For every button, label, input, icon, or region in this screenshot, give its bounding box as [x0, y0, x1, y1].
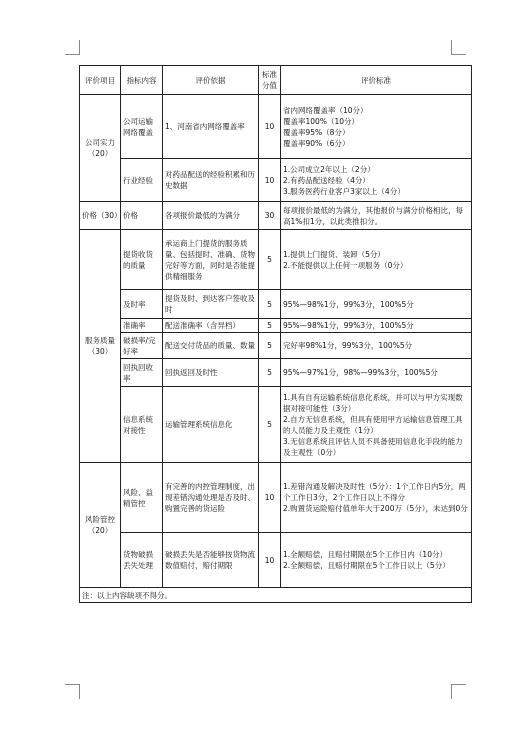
header-indicator: 指标内容	[121, 66, 163, 95]
standard-line: 1.具有自有运输系统信息化系统，并可以与甲方实现数据对接可能性（3分）	[283, 392, 463, 413]
table-footer-row	[80, 588, 472, 603]
standard-line: 2.有药品配送经验（4分）	[283, 175, 370, 185]
score-cell: 5	[259, 290, 281, 319]
basis-cell: 回执返回及时性	[163, 359, 259, 387]
score-cell: 5	[259, 319, 281, 333]
standard-line: 2.自方无信息系统，但具有使用甲方运输信息管理工具的人员能力及主观性（1分）	[283, 414, 463, 435]
standard-cell: 95%—98%1分，99%3分，100%5分	[281, 319, 472, 333]
basis-cell: 运输管理系统信息化	[163, 387, 259, 463]
table-row	[80, 95, 472, 159]
standard-cell	[281, 159, 472, 202]
standard-cell	[281, 95, 472, 159]
group-service: 服务质量（30）	[80, 230, 121, 463]
basis-cell: 各项报价最低的为满分	[163, 202, 259, 230]
standard-line: 1.提供上门提货、装卸（5分）	[283, 249, 385, 259]
standard-line: 3.无信息系统且评估人员不具备使用信息化手段的能力及主观性（0分）	[283, 436, 463, 457]
score-cell: 5	[259, 333, 281, 359]
standard-cell	[281, 387, 472, 463]
standard-cell	[281, 463, 472, 533]
group-risk: 风险管控（20）	[80, 463, 121, 588]
crop-mark-bottom-right	[451, 684, 466, 699]
header-eval-item: 评价项目	[80, 66, 121, 95]
standard-cell: 完好率98%1分，99%3分，100%5分	[281, 333, 472, 359]
indicator-cell: 行业经验	[121, 159, 163, 202]
crop-mark-top-left	[65, 40, 80, 55]
table-row	[80, 230, 472, 290]
table-row	[80, 290, 472, 319]
score-cell: 5	[259, 359, 281, 387]
indicator-cell: 准确率	[121, 319, 163, 333]
table-row	[80, 333, 472, 359]
standard-line: 2.不能提供以上任何一项服务（0分）	[283, 260, 408, 270]
basis-cell: 配送准确率（含异档）	[163, 319, 259, 333]
table-row	[80, 463, 472, 533]
standard-line: 2.全额赔偿，且赔付期限在5个工作日以上（5分）	[283, 561, 450, 570]
score-cell: 30	[259, 202, 281, 230]
score-cell: 10	[259, 533, 281, 588]
standard-line: 覆盖率95%（8分）	[283, 127, 350, 137]
table-row	[80, 533, 472, 588]
group-company: 公司实力（20）	[80, 95, 121, 202]
standard-line: 1.公司成立2年以上（2分）	[283, 164, 375, 174]
score-cell: 5	[259, 387, 281, 463]
indicator-cell: 价格	[121, 202, 163, 230]
score-cell: 10	[259, 95, 281, 159]
crop-mark-top-right	[451, 40, 466, 55]
header-basis: 评价依据	[163, 66, 259, 95]
standard-cell: 每项报价最低的为满分，其他报价与满分价格相比，每高1%扣1分，以此类推扣分。	[281, 202, 472, 230]
indicator-cell: 风险、益精管控	[121, 463, 163, 533]
indicator-cell: 信息系统对接性	[121, 387, 163, 463]
indicator-cell: 提货收货的质量	[121, 230, 163, 290]
basis-cell: 1、河南省内网络覆盖率	[163, 95, 259, 159]
table-header-row	[80, 66, 472, 95]
table-row	[80, 159, 472, 202]
basis-cell: 提货及时、到达客户签收及时	[163, 290, 259, 319]
standard-line: 1.全额赔偿，且赔付期限在5个工作日内（10分）	[283, 550, 447, 559]
table-row	[80, 359, 472, 387]
indicator-cell: 公司运输网络覆盖	[121, 95, 163, 159]
indicator-cell: 回执回收率	[121, 359, 163, 387]
standard-line: 2.购置货运险赔付值单年大于200万（5分），未达到0分	[283, 504, 468, 513]
standard-cell	[281, 230, 472, 290]
group-price: 价格（30）	[80, 202, 121, 230]
basis-cell: 承运商上门提货的服务质量、包括提时、准确、货物完好等方面，同时是否能提供精细服务	[163, 230, 259, 290]
standard-cell	[281, 533, 472, 588]
basis-cell: 破损丢失是否能够按货物流数值赔付，赔付期限	[163, 533, 259, 588]
table-row	[80, 319, 472, 333]
table-footnote: 注：以上内容缺项不得分。	[80, 588, 472, 603]
indicator-cell: 破损率/完好率	[121, 333, 163, 359]
basis-cell: 对药品配送的经验积累和历史数据	[163, 159, 259, 202]
indicator-cell: 及时率	[121, 290, 163, 319]
evaluation-table	[79, 65, 472, 603]
score-cell: 10	[259, 463, 281, 533]
header-standard: 评价标准	[281, 66, 472, 95]
crop-mark-bottom-left	[65, 684, 80, 699]
standard-line: 覆盖率90%（6分）	[283, 138, 350, 148]
table-row	[80, 387, 472, 463]
standard-line: 覆盖率100%（10分）	[283, 116, 359, 126]
standard-cell: 95%—98%1分，99%3分，100%5分	[281, 290, 472, 319]
header-score: 标准分值	[259, 66, 281, 95]
standard-line: 省内网络覆盖率（10分）	[283, 105, 368, 115]
standard-cell: 95%—97%1分，98%—99%3分，100%5分	[281, 359, 472, 387]
basis-cell: 有完善的内控管理制度，出现差错沟通处理是否及时、购置完善的货运险	[163, 463, 259, 533]
score-cell: 5	[259, 230, 281, 290]
standard-line: 1.差错沟通及解决及时性（5分）：1个工作日内5分，两个工作日3分，2个工作日以上不得分	[283, 482, 466, 502]
score-cell: 10	[259, 159, 281, 202]
indicator-cell: 货物破损丢失处理	[121, 533, 163, 588]
basis-cell: 配送交付货品的质量、数量	[163, 333, 259, 359]
table-row	[80, 202, 472, 230]
standard-line: 3.服务医药行业客户3家以上（4分）	[283, 186, 405, 196]
